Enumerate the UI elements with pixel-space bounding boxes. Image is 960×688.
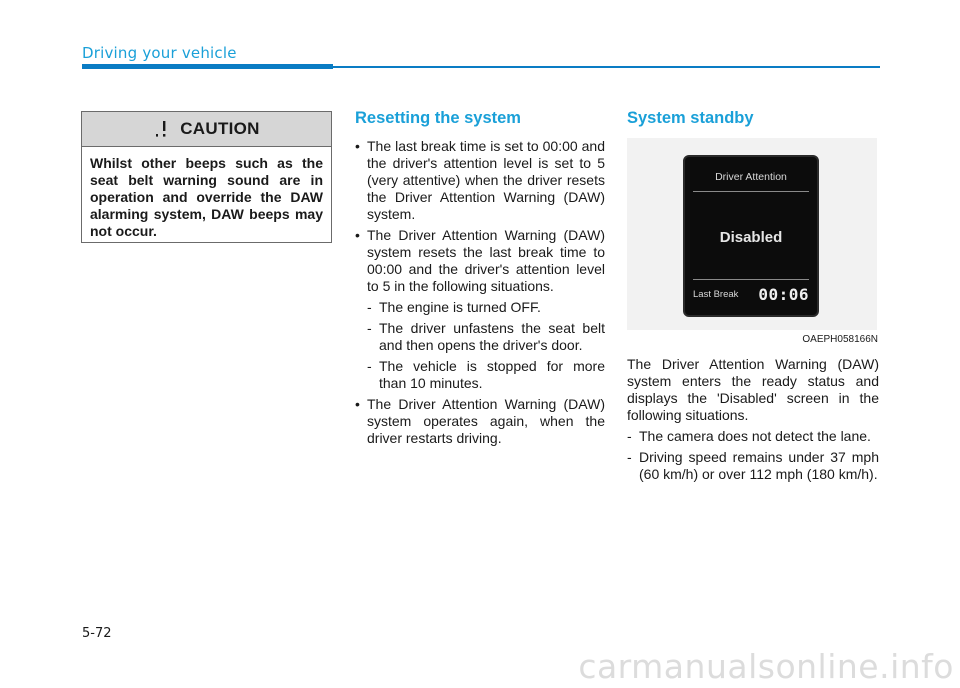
standby-title: System standby — [627, 109, 754, 127]
section-header-title: Driving your vehicle — [82, 44, 237, 62]
header-rule-thin — [333, 66, 880, 68]
list-item: • The Driver Attention Warning (DAW) system resets the last break time to 00:00 and the driver's attention level to 5 in the following situations. - The engine is turned OFF. - The driver unfastens the seat belt and then opens the driver's door. - The vehicle is stopped for more than 10 minutes. — [355, 227, 605, 392]
standby-situation-list — [627, 428, 879, 483]
caution-text: Whilst other beeps such as the seat belt warning sound are in operation and override the DAW alarming system, DAW beeps may not occur. — [90, 155, 323, 239]
resetting-title: Resetting the system — [355, 109, 521, 127]
resetting-situation-list — [367, 299, 605, 392]
list-item: - Driving speed remains under 37 mph (60 km/h) or over 112 mph (180 km/h). — [627, 449, 879, 483]
image-code: OAEPH058166N — [802, 334, 878, 345]
list-item: • The last break time is set to 00:00 and the driver's attention level is set to 5 (very attentive) when the driver resets the Driver Attention Warning (DAW) system. — [355, 138, 605, 223]
header-rule-thick — [82, 64, 333, 69]
screen-heading: Driver Attention — [693, 169, 809, 192]
caution-heading: CAUTION — [180, 119, 260, 138]
cluster-display-image — [627, 138, 877, 330]
list-item: - The vehicle is stopped for more than 10 minutes. — [367, 358, 605, 392]
screen-status: Disabled — [719, 229, 783, 246]
cluster-screen — [683, 155, 819, 317]
page-number: 5-72 — [82, 626, 112, 641]
list-item: • The Driver Attention Warning (DAW) system operates again, when the driver restarts driving. — [355, 396, 605, 447]
standby-column — [627, 108, 879, 487]
list-item: - The camera does not detect the lane. — [627, 428, 879, 445]
list-item: - The engine is turned OFF. — [367, 299, 605, 316]
list-item: - The driver unfastens the seat belt and then opens the driver's door. — [367, 320, 605, 354]
last-break-label: Last Break — [693, 289, 739, 300]
resetting-column — [355, 108, 605, 451]
resetting-bullet-list — [355, 138, 605, 447]
watermark: carmanualsonline.info — [578, 647, 954, 686]
caution-heading-bar — [82, 112, 331, 147]
last-break-time: 00:06 — [758, 285, 809, 304]
standby-paragraph: The Driver Attention Warning (DAW) system enters the ready status and displays the 'Disabled' screen in the following situations. — [627, 356, 879, 423]
caution-exclamation-icon — [153, 120, 171, 138]
caution-box — [81, 111, 332, 243]
screen-footer — [693, 279, 809, 303]
